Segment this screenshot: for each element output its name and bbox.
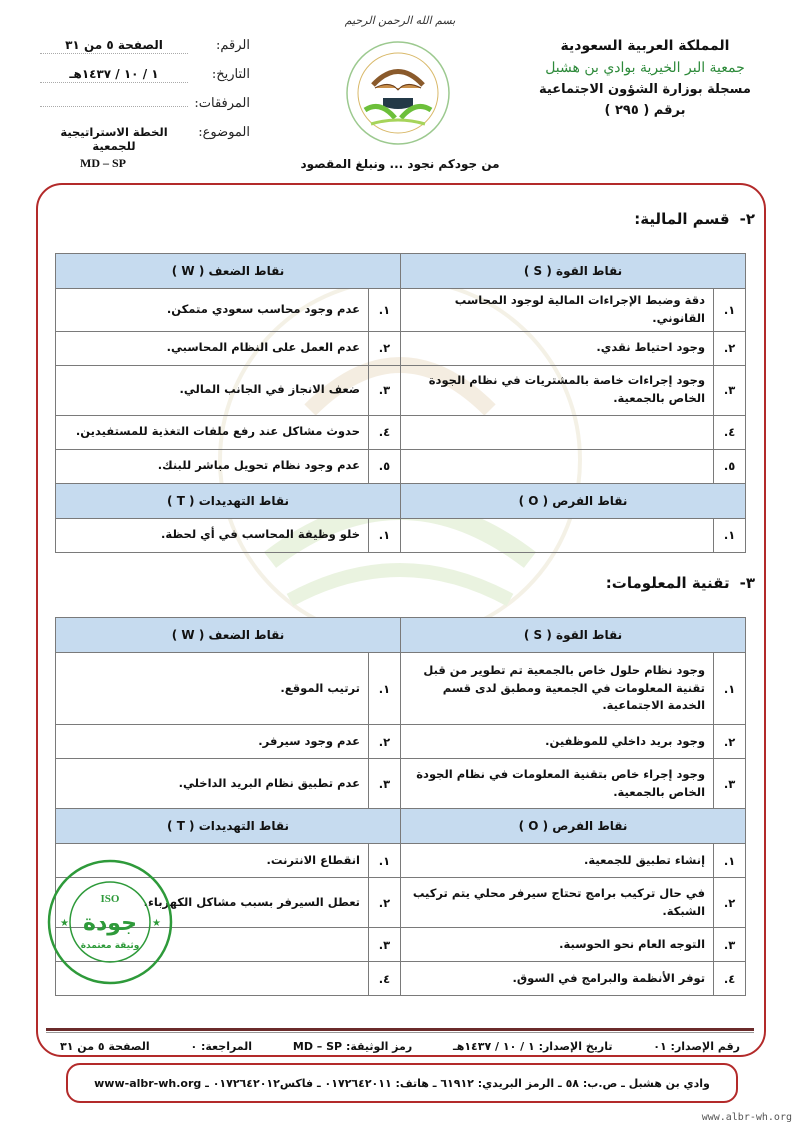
opportunities-header: نقاط الفرص ( O ) xyxy=(401,483,746,518)
contact-text: وادي بن هشبل ـ ص.ب: ٥٨ ـ الرمز البريدي: ٦١٩١٢ ـ هاتف: ٠١٧٢٦٤٢٠١١ ـ فاكس٠١٧٢٦٤٢٠١٢ ـ www-albr-wh.org xyxy=(94,1076,710,1090)
issue-date: تاريخ الإصدار: ١ / ١٠ / ١٤٣٧هـ xyxy=(452,1040,613,1053)
threats-header: نقاط التهديدات ( T ) xyxy=(56,809,401,844)
registration-number: برقم ( ٢٩٥ ) xyxy=(604,103,686,118)
svg-text:ISO: ISO xyxy=(100,893,120,905)
table-row: ٣. وجود إجراء خاص بتقنية المعلومات في نظام الجودة الخاص بالجمعية. ٣. عدم تطبيق نظام البريد الداخلي. xyxy=(56,759,746,809)
table-row: ٣. التوجه العام نحو الحوسبة. ٣. xyxy=(56,928,746,962)
country-name: المملكة العربية السعودية xyxy=(560,38,730,54)
field-subject: الموضوع: الخطة الاستراتيجية للجمعية xyxy=(60,125,250,153)
table-header-row xyxy=(56,618,746,653)
table-row: ١. دقة وضبط الإجراءات المالية لوجود المحاسب القانوني. ١. عدم وجود محاسب سعودي متمكن. xyxy=(56,289,746,332)
strengths-header: نقاط القوة ( S ) xyxy=(401,254,746,289)
table-row: ٢. وجود بريد داخلي للموظفين. ٢. عدم وجود سيرفر. xyxy=(56,725,746,759)
document-info xyxy=(40,38,250,154)
table-row: ٤. توفر الأنظمة والبرامج في السوق. ٤. xyxy=(56,962,746,996)
table-row: ١. وجود نظام حلول خاص بالجمعية تم تطوير من قبل تقنية المعلومات في الجمعية ومطبق لدى قسم الخدمة الاجتماعية. ١. ترتيب الموقع. xyxy=(56,653,746,725)
table-row: ٢. في حال تركيب برامج تحتاج سيرفر محلي يتم تركيب الشبكة. ٢. تعطل السيرفر بسبب مشاكل الكهرباء. xyxy=(56,878,746,928)
table-row: ٥. ٥. عدم وجود نظام تحويل مباشر للبنك. xyxy=(56,449,746,483)
svg-text:وثيقة معتمدة: وثيقة معتمدة xyxy=(80,941,140,951)
swot-table-finance xyxy=(55,253,746,553)
org-header xyxy=(530,38,760,118)
svg-text:★: ★ xyxy=(60,918,69,929)
weaknesses-header: نقاط الضعف ( W ) xyxy=(56,254,401,289)
bismillah: بسم الله الرحمن الرحيم xyxy=(344,14,456,27)
section-title-it: ٣-تقنية المعلومات: xyxy=(605,574,755,592)
opportunities-header: نقاط الفرص ( O ) xyxy=(401,809,746,844)
slogan: من جودكم نجود ... ونبلغ المقصود xyxy=(300,157,500,171)
org-name: جمعية البر الخيرية بوادي بن هشبل xyxy=(545,60,745,76)
footer-divider xyxy=(46,1028,754,1031)
table-row: ٤. ٤. حدوث مشاكل عند رفع ملفات التغذية للمستفيدين. xyxy=(56,415,746,449)
footer-metadata xyxy=(60,1040,740,1053)
table-header-row xyxy=(56,809,746,844)
revision: المراجعة: ٠ xyxy=(190,1040,253,1053)
svg-text:جودة: جودة xyxy=(83,911,137,936)
table-row: ٣. وجود إجراءات خاصة بالمشتريات في نظام الجودة الخاص بالجمعية. ٣. ضعف الانجاز في الجانب المالي. xyxy=(56,365,746,415)
footer-divider-thin xyxy=(46,1032,754,1033)
table-header-row xyxy=(56,254,746,289)
weaknesses-header: نقاط الضعف ( W ) xyxy=(56,618,401,653)
registration-text: مسجلة بوزارة الشؤون الاجتماعية xyxy=(539,82,751,97)
document-code: MD – SP xyxy=(80,156,126,170)
contact-info xyxy=(66,1063,738,1103)
threats-header: نقاط التهديدات ( T ) xyxy=(56,483,401,518)
field-number: الرقم: الصفحة ٥ من ٣١ xyxy=(40,38,250,67)
table-row: ٢. وجود احتياط نقدي. ٢. عدم العمل على النظام المحاسبي. xyxy=(56,331,746,365)
document-code-footer: رمز الوثيقة: MD – SP xyxy=(292,1040,413,1053)
page-number: الصفحة ٥ من ٣١ xyxy=(60,1040,150,1053)
field-attachments: المرفقات: xyxy=(40,96,250,125)
section-title-finance: ٢-قسم المالية: xyxy=(634,210,755,228)
org-logo-icon xyxy=(345,40,451,146)
issue-number: رقم الإصدار: ٠١ xyxy=(653,1040,740,1053)
field-date: التاريخ: ١ / ١٠ / ١٤٣٧هـ xyxy=(40,67,250,96)
table-row: ١. ١. خلو وظيفة المحاسب في أي لحظة. xyxy=(56,518,746,552)
quality-stamp-icon xyxy=(46,858,174,986)
site-watermark: www.albr-wh.org xyxy=(701,1112,792,1123)
svg-text:★: ★ xyxy=(152,918,161,929)
table-row: ١. إنشاء تطبيق للجمعية. ١. انقطاع الانترنت. xyxy=(56,844,746,878)
strengths-header: نقاط القوة ( S ) xyxy=(401,618,746,653)
table-header-row xyxy=(56,483,746,518)
